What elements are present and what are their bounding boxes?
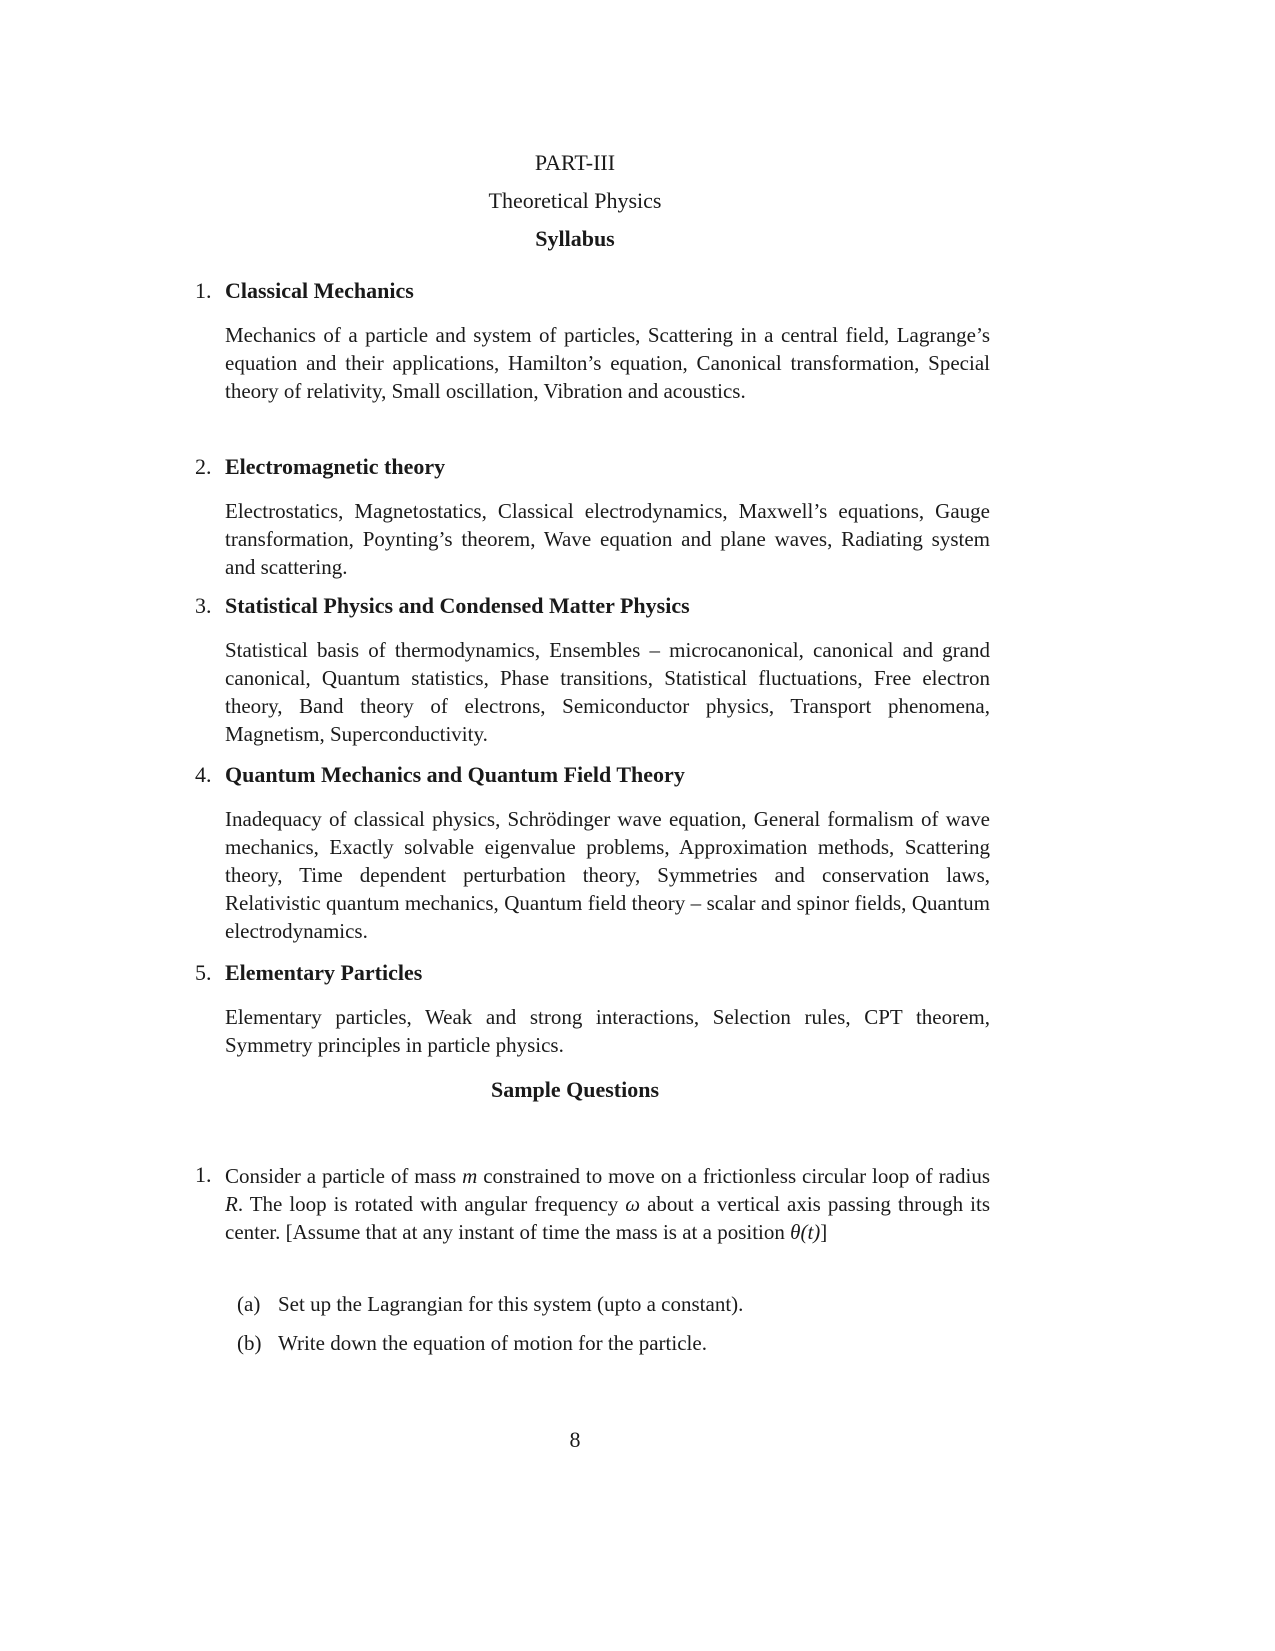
syllabus-item-number: 2. [195,454,212,479]
part-label: PART-III [534,150,616,175]
syllabus-item-body: Electrostatics, Magnetostatics, Classical electrodynamics, Maxwell’s equations, Gauge transformation, Poynting’s theorem, Wave equation and plane waves, Radiating system and scattering. [225,499,990,579]
syllabus-item-title: Electromagnetic theory [225,454,446,479]
syllabus-item-number: 1. [195,278,212,303]
syllabus-item-body: Statistical basis of thermodynamics, Ensembles – microcanonical, canonical and grand canonical, Quantum statistics, Phase transitions, Statistical fluctuations, Free electron theory, Band theory of electrons, Semiconductor physics, Transport phenomena, Magnetism, Superconductivity. [225,638,990,746]
subpart-label: (a) [237,1292,261,1316]
subject-title: Theoretical Physics [488,188,662,213]
syllabus-item-number: 3. [195,593,212,618]
syllabus-item-number: 4. [195,762,212,787]
syllabus-heading: Syllabus [535,226,615,251]
syllabus-item-body: Elementary particles, Weak and strong interactions, Selection rules, CPT theorem, Symmetry principles in particle physics. [225,1005,990,1057]
syllabus-item-title: Elementary Particles [225,960,423,985]
subpart-label: (b) [237,1331,262,1355]
syllabus-item-body: Inadequacy of classical physics, Schrödinger wave equation, General formalism of wave mechanics, Exactly solvable eigenvalue problems, Approximation methods, Scattering theory, Time dependent perturbation theory, Symmetries and conservation laws, Relativistic quantum mechanics, Quantum field theory – scalar and spinor fields, Quantum electrodynamics. [225,807,990,943]
syllabus-item-number: 5. [195,960,212,985]
syllabus-item-body: Mechanics of a particle and system of particles, Scattering in a central field, Lagrange’s equation and their applications, Hamilton’s equation, Canonical transformation, Special theory of relativity, Small oscillation, Vibration and acoustics. [225,323,990,403]
subpart-text: Write down the equation of motion for the particle. [278,1331,707,1355]
question-number: 1. [195,1162,212,1187]
question-text: Consider a particle of mass m constrained to move on a frictionless circular loop of radius R. The loop is rotated with angular frequency ω about a vertical axis passing through its center. [Assume that at any instant of time the mass is at a position θ(t)] [225,1164,991,1244]
page-number: 8 [569,1427,581,1452]
syllabus-item-title: Statistical Physics and Condensed Matter Physics [225,593,690,618]
subpart-text: Set up the Lagrangian for this system (upto a constant). [278,1292,744,1316]
syllabus-item-title: Classical Mechanics [225,278,414,303]
syllabus-item-title: Quantum Mechanics and Quantum Field Theory [225,762,685,787]
sample-questions-heading: Sample Questions [490,1077,660,1102]
